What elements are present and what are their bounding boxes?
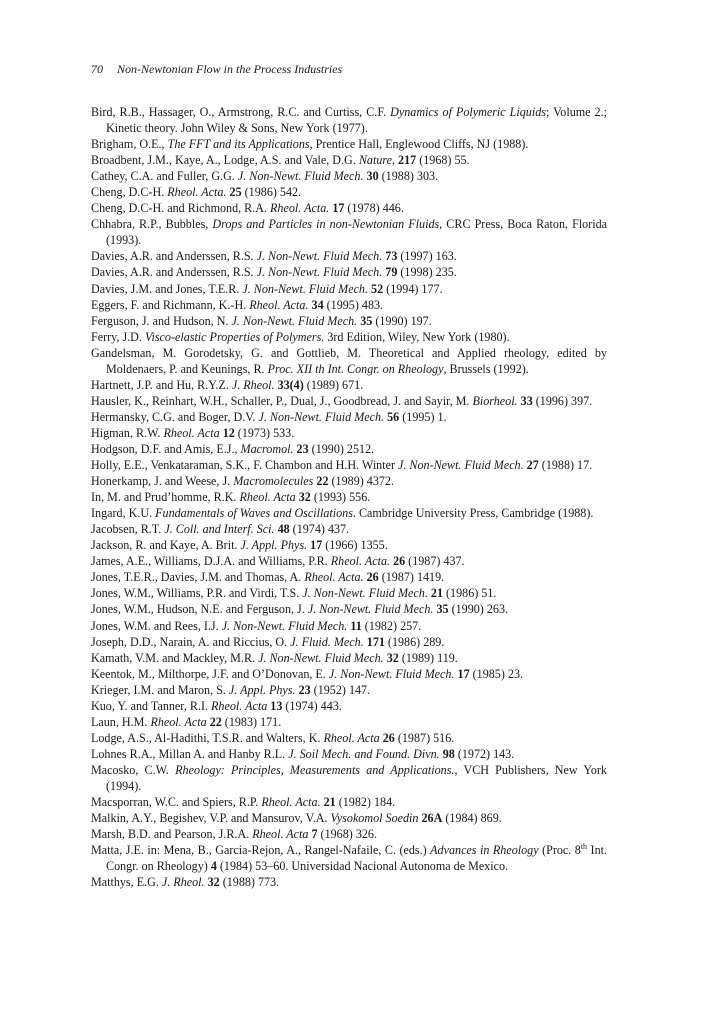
reference-item: Lodge, A.S., Al-Hadithi, T.S.R. and Walters, K. Rheol. Acta 26 (1987) 516. [91, 730, 455, 745]
reference-item: Hartnett, J.P. and Hu, R.Y.Z. J. Rheol. 33(4) (1989) 671. [91, 377, 364, 392]
reference-item: Cheng, D.C-H. and Richmond, R.A. Rheol. Acta. 17 (1978) 446. [91, 201, 404, 216]
reference-item: Marsh, B.D. and Pearson, J.R.A. Rheol. Acta 7 (1968) 326. [91, 827, 377, 842]
reference-item: Honerkamp, J. and Weese, J. Macromolecules 22 (1989) 4372. [91, 474, 394, 489]
reference-item: Ingard, K.U. Fundamentals of Waves and Oscillations. Cambridge University Press, Cambridge (1988). [91, 506, 594, 521]
reference-item: Hodgson, D.F. and Amis, E.J., Macromol. 23 (1990) 2512. [91, 441, 375, 456]
reference-item: Malkin, A.Y., Begishev, V.P. and Mansurov, V.A. Vysokomol Soedin 26A (1984) 869. [91, 811, 502, 826]
reference-item: Cheng, D.C-H. Rheol. Acta. 25 (1986) 542. [91, 185, 302, 200]
reference-item: Ferry, J.D. Visco-elastic Properties of Polymers. 3rd Edition, Wiley, New York (1980). [91, 329, 510, 344]
running-title: Non-Newtonian Flow in the Process Industries [117, 62, 343, 76]
reference-item: Krieger, I.M. and Maron, S. J. Appl. Phys. 23 (1952) 147. [91, 682, 371, 697]
reference-item: Jackson, R. and Kaye, A. Brit. J. Appl. Phys. 17 (1966) 1355. [91, 538, 388, 553]
reference-list [91, 104, 607, 890]
reference-item: Eggers, F. and Richmann, K.-H. Rheol. Acta. 34 (1995) 483. [91, 297, 384, 312]
reference-item: James, A.E., Williams, D.J.A. and Williams, P.R. Rheol. Acta. 26 (1987) 437. [91, 554, 465, 569]
reference-item: Davies, A.R. and Anderssen, R.S. J. Non-Newt. Fluid Mech. 79 (1998) 235. [91, 265, 457, 280]
reference-item: Macosko, C.W. Rheology: Principles, Measurements and Applications., VCH Publishers, New York (1994). [91, 762, 607, 793]
reference-item: Macsporran, W.C. and Spiers, R.P. Rheol. Acta. 21 (1982) 184. [91, 795, 396, 810]
running-head [91, 62, 342, 77]
reference-item: Broadbent, J.M., Kaye, A., Lodge, A.S. and Vale, D.G. Nature, 217 (1968) 55. [91, 153, 470, 168]
reference-item: Lohnes R.A., Millan A. and Hanby R.L. J. Soil Mech. and Found. Divn. 98 (1972) 143. [91, 746, 515, 761]
reference-item: Jones, W.M., Hudson, N.E. and Ferguson, J. J. Non-Newt. Fluid Mech. 35 (1990) 263. [91, 602, 509, 617]
reference-item: Laun, H.M. Rheol. Acta 22 (1983) 171. [91, 714, 282, 729]
reference-item: Davies, J.M. and Jones, T.E.R. J. Non-Newt. Fluid Mech. 52 (1994) 177. [91, 281, 443, 296]
reference-item: Keentok, M., Milthorpe, J.F. and O’Donovan, E. J. Non-Newt. Fluid Mech. 17 (1985) 23. [91, 666, 524, 681]
reference-item: Matthys, E.G. J. Rheol. 32 (1988) 773. [91, 875, 280, 890]
reference-item: Cathey, C.A. and Fuller, G.G. J. Non-Newt. Fluid Mech. 30 (1988) 303. [91, 169, 439, 184]
reference-item: Hausler, K., Reinhart, W.H., Schaller, P., Dual, J., Goodbread, J. and Sayir, M. Biorheol. 33 (1996) 397. [91, 393, 593, 408]
reference-item: Kamath, V.M. and Mackley, M.R. J. Non-Newt. Fluid Mech. 32 (1989) 119. [91, 650, 458, 665]
reference-item: Davies, A.R. and Anderssen, R.S. J. Non-Newt. Fluid Mech. 73 (1997) 163. [91, 249, 457, 264]
reference-item: Chhabra, R.P., Bubbles, Drops and Particles in non-Newtonian Fluids, CRC Press, Boca Raton, Florida (1993). [91, 217, 608, 248]
reference-item: Holly, E.E., Venkataraman, S.K., F. Chambon and H.H. Winter J. Non-Newt. Fluid Mech. 27 (1988) 17. [91, 458, 593, 473]
reference-item: Bird, R.B., Hassager, O., Armstrong, R.C. and Curtiss, C.F. Dynamics of Polymeric Liquids; Volume 2.; Kinetic theory. John Wiley & Sons, New York (1977). [91, 105, 607, 136]
reference-item: In, M. and Prud’homme, R.K. Rheol. Acta 32 (1993) 556. [91, 490, 371, 505]
reference-item: Matta, J.E. in: Mena, B., Garcia-Rejon, A., Rangel-Nafaile, C. (eds.) Advances in Rheology (Proc. 8th Int. Congr. on Rheology) 4 (1984) 53–60. Universidad Nacional Autonoma de Mexico. [91, 842, 608, 874]
reference-item: Jones, W.M., Williams, P.R. and Virdi, T.S. J. Non-Newt. Fluid Mech. 21 (1986) 51. [91, 586, 497, 601]
reference-item: Hermansky, C.G. and Boger, D.V. J. Non-Newt. Fluid Mech. 56 (1995) 1. [91, 409, 447, 424]
reference-item: Gandelsman, M. Gorodetsky, G. and Gottlieb, M. Theoretical and Applied rheology, edited by Moldenaers, P. and Keunings, R. Proc. XII th Int. Congr. on Rheology, Brussels (1992). [91, 345, 607, 376]
reference-item: Jacobsen, R.T. J. Coll. and Interf. Sci. 48 (1974) 437. [91, 522, 350, 537]
reference-item: Joseph, D.D., Narain, A. and Riccius, O. J. Fluid. Mech. 171 (1986) 289. [91, 634, 445, 649]
reference-item: Jones, W.M. and Rees, I.J. J. Non-Newt. Fluid Mech. 11 (1982) 257. [91, 618, 422, 633]
reference-item: Higman, R.W. Rheol. Acta 12 (1973) 533. [91, 425, 295, 440]
reference-item: Kuo, Y. and Tanner, R.I. Rheol. Acta 13 (1974) 443. [91, 698, 342, 713]
reference-item: Jones, T.E.R., Davies, J.M. and Thomas, A. Rheol. Acta. 26 (1987) 1419. [91, 570, 445, 585]
reference-item: Ferguson, J. and Hudson, N. J. Non-Newt. Fluid Mech. 35 (1990) 197. [91, 313, 432, 328]
reference-item: Brigham, O.E., The FFT and its Applications, Prentice Hall, Englewood Cliffs, NJ (1988). [91, 137, 529, 152]
page-number: 70 [91, 62, 103, 76]
